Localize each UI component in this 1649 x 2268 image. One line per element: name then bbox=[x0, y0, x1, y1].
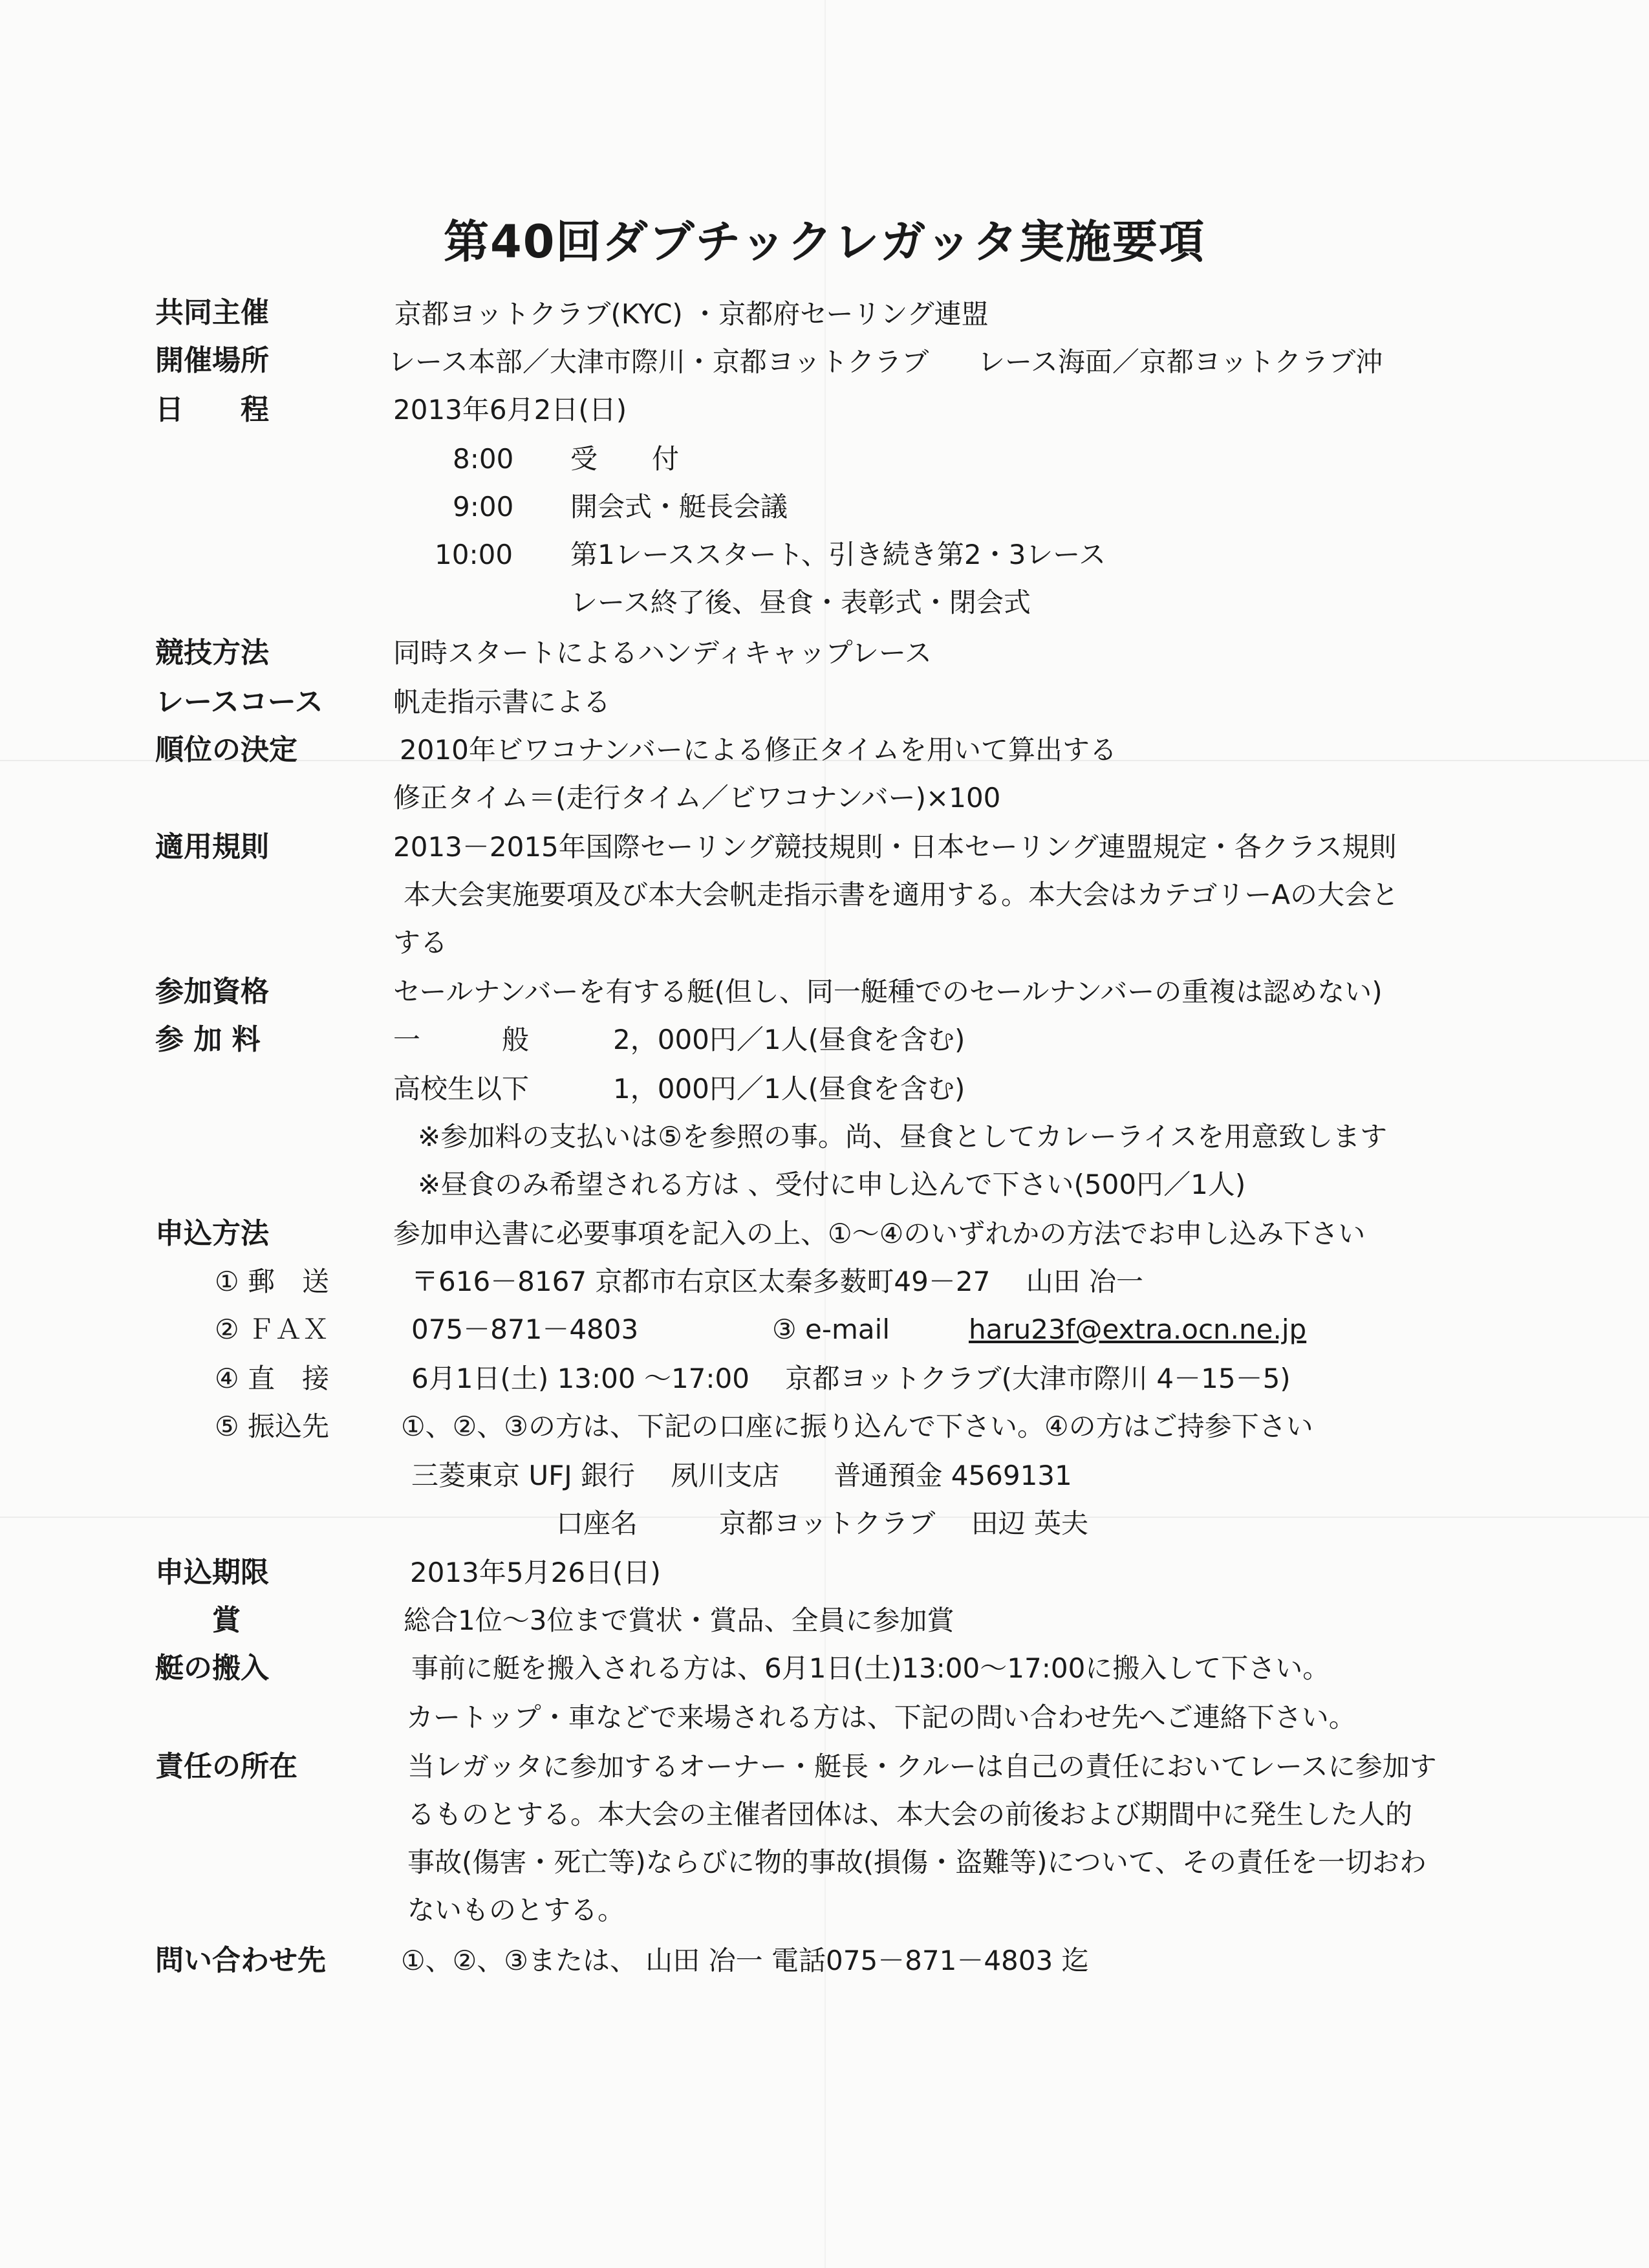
apply-fax-value: 075－871－4803 bbox=[411, 1313, 639, 1345]
value-responsibility-line: 事故(傷害・死亡等)ならびに物的事故(損傷・盗難等)について、その責任を一切おわ bbox=[407, 1846, 1427, 1878]
apply-email-label: ③ e-mail bbox=[772, 1313, 890, 1345]
value-responsibility-line: るものとする。本大会の主催者団体は、本大会の前後および期間中に発生した人的 bbox=[407, 1798, 1413, 1830]
apply-direct-label: ④ 直 接 bbox=[215, 1363, 330, 1394]
value-boat: 事前に艇を搬入される方は、6月1日(土)13:00～17:00に搬入して下さい。 bbox=[411, 1652, 1330, 1684]
schedule-text: 受 付 bbox=[570, 443, 680, 475]
label-rules: 適用規則 bbox=[155, 830, 269, 863]
value-course: 帆走指示書による bbox=[393, 686, 611, 718]
apply-bank-line: ①、②、③の方は、下記の口座に振り込んで下さい。④の方はご持参下さい bbox=[401, 1410, 1313, 1442]
label-prize: 賞 bbox=[212, 1604, 241, 1637]
schedule-text: 第1レーススタート、引き続き第2・3レース bbox=[570, 539, 1106, 570]
value-prize: 総合1位～3位まで賞状・賞品、全員に参加賞 bbox=[404, 1604, 954, 1636]
value-deadline: 2013年5月26日(日) bbox=[410, 1557, 661, 1588]
value-responsibility-line: ないものとする。 bbox=[407, 1894, 625, 1926]
value-rules-line: 2013－2015年国際セーリング競技規則・日本セーリング連盟規定・各クラス規則 bbox=[393, 831, 1397, 863]
label-method: 競技方法 bbox=[155, 636, 269, 669]
schedule-time: 10:00 bbox=[435, 539, 513, 570]
page-title: 第40回ダブチックレガッタ実施要項 bbox=[444, 215, 1205, 268]
value-schedule-date: 2013年6月2日(日) bbox=[393, 394, 627, 426]
value-method: 同時スタートによるハンディキャップレース bbox=[393, 637, 932, 669]
label-venue: 開催場所 bbox=[155, 344, 269, 377]
schedule-text: 開会式・艇長会議 bbox=[570, 491, 788, 523]
label-organizer: 共同主催 bbox=[155, 296, 269, 329]
fee-student-value: 1，000円／1人(昼食を含む) bbox=[613, 1073, 965, 1105]
apply-mail-value: 〒616－8167 京都市右京区太秦多薮町49－27 山田 冶一 bbox=[411, 1266, 1143, 1297]
apply-direct-value: 6月1日(土) 13:00 ～17:00 京都ヨットクラブ(大津市際川 4－15－5) bbox=[411, 1363, 1291, 1394]
value-rules-line: 本大会実施要項及び本大会帆走指示書を適用する。本大会はカテゴリーAの大会と bbox=[404, 879, 1399, 911]
fee-note: ※参加料の支払いは⑤を参照の事。尚、昼食としてカレーライスを用意致します bbox=[418, 1121, 1388, 1152]
value-venue-sea: レース海面／京都ヨットクラブ沖 bbox=[978, 346, 1383, 378]
value-contact: ①、②、③または、 山田 冶一 電話075－871－4803 迄 bbox=[401, 1945, 1089, 1976]
apply-fax-label: ② ＦＡＸ bbox=[215, 1313, 330, 1345]
label-deadline: 申込期限 bbox=[155, 1556, 269, 1589]
value-boat-note: カートップ・車などで来場される方は、下記の問い合わせ先へご連絡下さい。 bbox=[406, 1701, 1356, 1733]
label-eligibility: 参加資格 bbox=[155, 975, 269, 1008]
value-ranking: 2010年ビワコナンバーによる修正タイムを用いて算出する bbox=[400, 734, 1117, 766]
apply-intro: 参加申込書に必要事項を記入の上、①～④のいずれかの方法でお申し込み下さい bbox=[393, 1218, 1366, 1249]
label-boat: 艇の搬入 bbox=[155, 1652, 269, 1685]
apply-email-link[interactable]: haru23f@extra.ocn.ne.jp bbox=[969, 1313, 1307, 1345]
apply-bank-line: 三菱東京 UFJ 銀行 夙川支店 普通預金 4569131 bbox=[411, 1460, 1072, 1491]
label-course: レースコース bbox=[155, 686, 323, 718]
label-contact: 問い合わせ先 bbox=[155, 1944, 326, 1977]
schedule-time: 9:00 bbox=[453, 491, 514, 523]
label-schedule: 日 程 bbox=[155, 393, 269, 426]
value-rules-line: する bbox=[393, 927, 448, 958]
label-ranking: 順位の決定 bbox=[155, 733, 297, 766]
label-responsibility: 責任の所在 bbox=[155, 1750, 297, 1783]
schedule-text: レース終了後、昼食・表彰式・閉会式 bbox=[570, 587, 1031, 618]
fee-note: ※昼食のみ希望される方は 、受付に申し込んで下さい(500円／1人) bbox=[418, 1169, 1246, 1200]
fee-general-label: 一 般 bbox=[393, 1024, 530, 1055]
schedule-time: 8:00 bbox=[453, 443, 514, 475]
apply-bank-label: ⑤ 振込先 bbox=[215, 1410, 330, 1442]
value-eligibility: セールナンバーを有する艇(但し、同一艇種でのセールナンバーの重複は認めない) bbox=[393, 976, 1383, 1008]
fee-student-label: 高校生以下 bbox=[393, 1073, 530, 1105]
label-fee: 参 加 料 bbox=[155, 1023, 261, 1056]
fee-general-value: 2，000円／1人(昼食を含む) bbox=[613, 1024, 965, 1055]
label-apply: 申込方法 bbox=[155, 1217, 269, 1250]
value-ranking-formula: 修正タイム＝(走行タイム／ビワコナンバー)×100 bbox=[393, 782, 1001, 814]
value-organizer: 京都ヨットクラブ(KYC) ・京都府セーリング連盟 bbox=[394, 298, 989, 330]
apply-mail-label: ① 郵 送 bbox=[215, 1266, 330, 1297]
value-responsibility-line: 当レガッタに参加するオーナー・艇長・クルーは自己の責任においてレースに参加す bbox=[407, 1751, 1437, 1782]
value-venue-hq: レース本部／大津市際川・京都ヨットクラブ bbox=[388, 346, 929, 378]
apply-bank-line: 口座名 京都ヨットクラブ 田辺 英夫 bbox=[556, 1507, 1089, 1539]
